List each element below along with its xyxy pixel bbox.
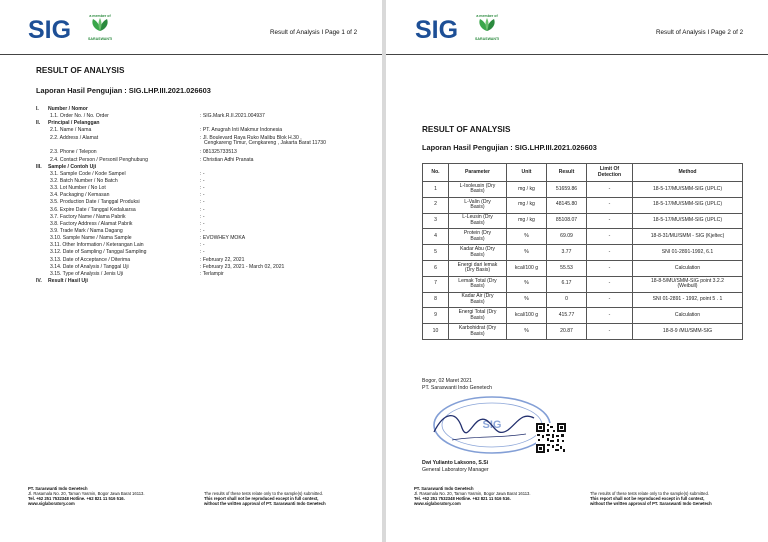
table-row	[423, 182, 743, 198]
cell-lod: -	[608, 217, 611, 224]
cell-result: 6.17	[561, 280, 572, 287]
signatory	[422, 460, 489, 473]
table-row	[423, 197, 743, 213]
saraswanti-logo	[88, 14, 112, 41]
footer-note-1: The results of these tests relate only to the sample(s) submitted.	[590, 491, 709, 496]
info-field-value: : -	[200, 199, 205, 206]
cell-parameter-cont: Basis)	[470, 251, 485, 258]
cell-unit: mg / kg	[518, 185, 535, 192]
cell-parameter: Lemak Total (Dry	[458, 277, 497, 284]
info-field-label: 3.11. Other Information / Keterangan Lain	[50, 242, 144, 249]
info-field-label: 3.9. Trade Mark / Nama Dagang	[50, 228, 123, 234]
cell-lod: -	[608, 232, 611, 239]
cell-parameter-cont: (Dry Basis)	[464, 267, 491, 274]
info-field-value: : 081325733513	[200, 149, 237, 156]
cell-lod: -	[608, 311, 611, 318]
saraswanti-logo-top-text: a member of	[89, 14, 111, 18]
section-heading	[36, 106, 88, 112]
cell-parameter: L-Leusin (Dry	[462, 214, 493, 221]
cell-result: 51659.86	[555, 185, 578, 192]
cell-unit: mg / kg	[518, 201, 535, 208]
info-field-label: 3.8. Factory Address / Alamat Pabrik	[50, 220, 133, 227]
cell-unit: %	[524, 232, 529, 239]
info-field-value: : -	[200, 185, 205, 192]
report-title: RESULT OF ANALYSIS	[422, 125, 511, 134]
sig-logo: SIG	[415, 16, 459, 44]
cell-parameter: Energi dari lemak	[457, 261, 498, 268]
saraswanti-logo	[475, 14, 499, 41]
cell-no: 8	[434, 296, 437, 303]
cell-unit: %	[524, 248, 529, 255]
cell-no: 6	[434, 264, 437, 271]
col-header: Result	[547, 164, 587, 182]
cell-lod: -	[608, 248, 611, 255]
cell-lod: -	[608, 264, 611, 271]
section-heading	[36, 278, 88, 284]
col-header: Unit	[507, 164, 547, 182]
cell-method: SNI 01-2891 - 1992, point 5 . 1	[652, 296, 723, 303]
cell-method: 18-8-31/MU/SMM - SIG (Kjeltec)	[650, 232, 725, 239]
cell-method: 18-5-17/MU/SMM-SIG (UPLC)	[652, 185, 723, 192]
col-header: No.	[423, 164, 449, 182]
footer-contact	[414, 486, 531, 506]
info-field-label: 3.4. Packaging / Kemasan	[50, 192, 110, 199]
footer-disclaimer	[590, 491, 712, 506]
info-field-value-cont: Cengkareng Timur, Cengkareng , Jakarta Barat 11730	[204, 140, 326, 147]
table-row	[423, 324, 743, 340]
section-number: I.	[36, 106, 39, 112]
info-field-label: 3.1. Sample Code / Kode Sampel	[50, 170, 126, 177]
cell-parameter: L-Valin (Dry	[464, 198, 491, 205]
report-subtitle: Laporan Hasil Pengujian : SIG.LHP.III.2021.026603	[422, 143, 597, 152]
info-field-value: : -	[200, 177, 205, 184]
col-header: Method	[633, 164, 743, 182]
table-row	[423, 245, 743, 261]
cell-no: 7	[434, 280, 437, 287]
info-field-value: : Terlampir	[200, 270, 224, 277]
signature-block	[422, 378, 492, 391]
col-header: Parameter	[449, 164, 507, 182]
cell-lod: -	[608, 280, 611, 287]
cell-result: 55.53	[560, 264, 573, 271]
footer-phone: Tel. +62 251 7532348 Hotline. +62 821 11 516 516.	[28, 496, 125, 501]
cell-method: 18-8-5/MU/SMM-SIG point 3.2.2	[650, 277, 725, 284]
cell-unit: mg / kg	[518, 217, 535, 224]
cell-lod: -	[608, 327, 611, 334]
cell-unit: %	[524, 327, 529, 334]
cell-unit: kcal/100 g	[514, 311, 539, 318]
cell-method: Calculation	[674, 311, 701, 318]
table-row	[423, 292, 743, 308]
info-field-value: : Christian Adhi Pranata	[200, 156, 254, 163]
section-number: II.	[36, 120, 41, 127]
page-header-label: Result of Analysis I Page 2 of 2	[656, 29, 744, 36]
signatory-role: General Laboratory Manager	[422, 466, 489, 473]
report-page-2	[386, 0, 768, 542]
report-page-1	[0, 0, 382, 542]
info-field-value: : -	[200, 249, 205, 256]
info-field-value: : February 23, 2021 - March 02, 2021	[200, 263, 285, 270]
cell-no: 1	[434, 185, 437, 192]
info-field-label: 3.7. Factory Name / Nama Pabrik	[50, 213, 126, 220]
report-subtitle: Laporan Hasil Pengujian : SIG.LHP.III.2021.026603	[36, 86, 211, 95]
cell-parameter-cont: Basis)	[470, 204, 485, 211]
table-row	[423, 308, 743, 324]
cell-method: SNI 01-2891-1992, 6.1	[661, 248, 714, 255]
info-field-label: 3.6. Expire Date / Tanggal Kedaluarsa	[50, 206, 136, 213]
footer-web: www.siglaboratory.com	[28, 501, 75, 506]
results-header-row	[423, 164, 743, 182]
info-field-value: : Jl. Boulevard Raya Ruko Malibu Blok H.30 ,	[200, 134, 302, 141]
cell-parameter-cont: Basis)	[470, 314, 485, 321]
section-number: IV.	[36, 278, 42, 285]
footer-note-2: This report shall not be reproduced except in full context,	[590, 496, 705, 501]
section-heading	[36, 120, 100, 126]
footer-company: PT. Saraswanti Indo Genetech	[414, 486, 474, 491]
info-field-label: 3.2. Batch Number / No Batch	[50, 177, 118, 184]
col-header: Limit Of Detection	[587, 164, 633, 182]
cell-no: 10	[432, 327, 439, 334]
cell-no: 2	[434, 201, 437, 208]
info-field-label: 3.5. Production Date / Tanggal Produksi	[50, 199, 140, 206]
footer-address: Jl. Rasamala No. 20, Taman Yasmin, Bogor Jawa Barat 16113.	[28, 491, 145, 496]
footer-note-1: The results of these tests relate only to the sample(s) submitted.	[204, 491, 323, 496]
cell-no: 3	[434, 217, 437, 224]
info-field-value: : -	[200, 170, 205, 177]
info-field-label: 3.15. Type of Analysis / Jenis Uji	[50, 270, 123, 277]
cell-no: 5	[434, 248, 437, 255]
section-number: III.	[36, 163, 42, 170]
section-label: Result / Hasil Uji	[48, 278, 88, 285]
cell-unit: %	[524, 296, 529, 303]
cell-parameter-cont: Basis)	[470, 188, 485, 195]
footer-web: www.siglaboratory.com	[414, 501, 461, 506]
svg-text:SIG: SIG	[482, 419, 502, 431]
info-field-value: : February 22, 2021	[200, 256, 245, 263]
cell-result: 48145.80	[555, 201, 578, 208]
cell-result: 415.77	[558, 311, 575, 318]
header-divider	[386, 54, 768, 55]
cell-lod: -	[608, 201, 611, 208]
leaf-icon	[475, 18, 499, 32]
footer-company: PT. Saraswanti Indo Genetech	[28, 486, 88, 491]
cell-parameter-cont: Basis)	[470, 330, 485, 337]
cell-parameter-cont: Basis)	[470, 283, 485, 290]
cell-no: 4	[434, 232, 437, 239]
info-field-label: 3.12. Date of Sampling / Tanggal Sampling	[50, 249, 147, 256]
cell-lod: -	[608, 296, 611, 303]
cell-unit: %	[524, 280, 529, 287]
saraswanti-logo-bottom-text: SARASWANTI	[475, 37, 500, 41]
section-heading	[36, 164, 96, 170]
cell-result: 20.87	[560, 327, 573, 334]
footer-note-2: This report shall not be reproduced except in full context,	[204, 496, 319, 501]
cell-result: 69.09	[560, 232, 573, 239]
footer-contact	[28, 486, 145, 506]
leaf-icon	[88, 18, 112, 32]
cell-method: 18-8-9 /MU/SMM-SIG	[662, 327, 713, 334]
signature-company: PT. Saraswanti Indo Genetech	[422, 384, 493, 391]
cell-parameter-cont: Basis)	[470, 235, 485, 242]
info-field-value: : -	[200, 220, 205, 227]
cell-method: 18-5-17/MU/SMM-SIG (UPLC)	[652, 217, 723, 224]
signature-date: Bogor, 02 Maret 2021	[422, 378, 472, 384]
cell-parameter: Kadar Abu (Dry	[460, 245, 495, 252]
info-field-label: 2.2. Address / Alamat	[50, 134, 99, 141]
cell-parameter: Karbohidrat (Dry	[458, 324, 497, 331]
cell-unit: kcal/100 g	[514, 264, 539, 271]
header-divider	[0, 54, 382, 55]
sig-logo: SIG	[28, 16, 72, 44]
info-field-label: 3.13. Date of Acceptance / Diterima	[50, 256, 131, 263]
cell-no: 9	[434, 311, 437, 318]
cell-method: 18-5-17/MU/SMM-SIG (UPLC)	[652, 201, 723, 208]
cell-result: 3.77	[561, 248, 572, 255]
footer-note-3: without the written approval of PT. Saraswanti Indo Genetech	[204, 501, 326, 506]
cell-parameter: Protein (Dry	[463, 230, 492, 237]
info-field-label: 2.3. Phone / Telepon	[50, 149, 97, 156]
info-field-value: : PT. Anugrah Inti Makmur Indonesia	[200, 127, 283, 134]
info-field-value: : -	[200, 242, 205, 249]
results-table	[422, 163, 743, 340]
info-field-label: 3.3. Lot Number / No Lot	[50, 185, 106, 192]
cell-parameter: L-Isoleusin (Dry	[459, 182, 496, 189]
footer-disclaimer	[204, 491, 326, 506]
info-field-value: : EVOWHEY MOKA	[200, 235, 246, 242]
section-label: Sample / Contoh Uji	[48, 163, 97, 170]
footer-address: Jl. Rasamala No. 20, Taman Yasmin, Bogor Jawa Barat 16113.	[414, 491, 531, 496]
section-label: Number / Nomor	[48, 106, 88, 112]
info-field-value: : -	[200, 228, 205, 234]
info-field-label: 2.1. Name / Nama	[50, 127, 92, 134]
footer-phone: Tel. +62 251 7532348 Hotline. +62 821 11 516 516.	[414, 496, 511, 501]
cell-parameter: Kadar Air (Dry	[461, 293, 494, 300]
info-field-value: : -	[200, 213, 205, 220]
cell-lod: -	[608, 185, 611, 192]
footer-note-3: without the written approval of PT. Saraswanti Indo Genetech	[590, 501, 712, 506]
cell-parameter-cont: Basis)	[470, 219, 485, 226]
cell-result: 0	[565, 296, 568, 303]
table-row	[423, 229, 743, 245]
info-field-label: 3.10. Sample Name / Nama Sample	[50, 235, 132, 242]
info-field-label: 3.14. Date of Analysis / Tanggal Uji	[50, 263, 129, 270]
cell-parameter: Energi Total (Dry	[458, 309, 497, 316]
cell-result: 85108.07	[555, 217, 578, 224]
page-header-label: Result of Analysis I Page 1 of 2	[270, 29, 358, 36]
saraswanti-logo-top-text: a member of	[476, 14, 498, 18]
qr-code-icon	[536, 423, 566, 453]
info-field-value: : -	[200, 206, 205, 213]
section-label: Principal / Pelanggan	[48, 120, 100, 127]
cell-parameter-cont: Basis)	[470, 298, 485, 305]
info-field-label: 2.4. Contact Person / Personil Penghubung	[50, 156, 148, 163]
cell-method-cont: (Weibull)	[677, 283, 698, 290]
table-row	[423, 276, 743, 292]
company-stamp-and-signature	[422, 392, 552, 458]
table-row	[423, 213, 743, 229]
info-field-label: 1.1. Order No. / No. Order	[50, 113, 109, 120]
report-title: RESULT OF ANALYSIS	[36, 66, 125, 75]
info-field-value: : SIG.Mark.R.II.2021.004937	[200, 113, 265, 120]
saraswanti-logo-bottom-text: SARASWANTI	[88, 37, 113, 41]
table-row	[423, 260, 743, 276]
cell-method: Calculation	[674, 264, 701, 271]
info-field-value: : -	[200, 192, 205, 199]
signatory-name: Dwi Yulianto Laksono, S.Si	[422, 460, 489, 466]
